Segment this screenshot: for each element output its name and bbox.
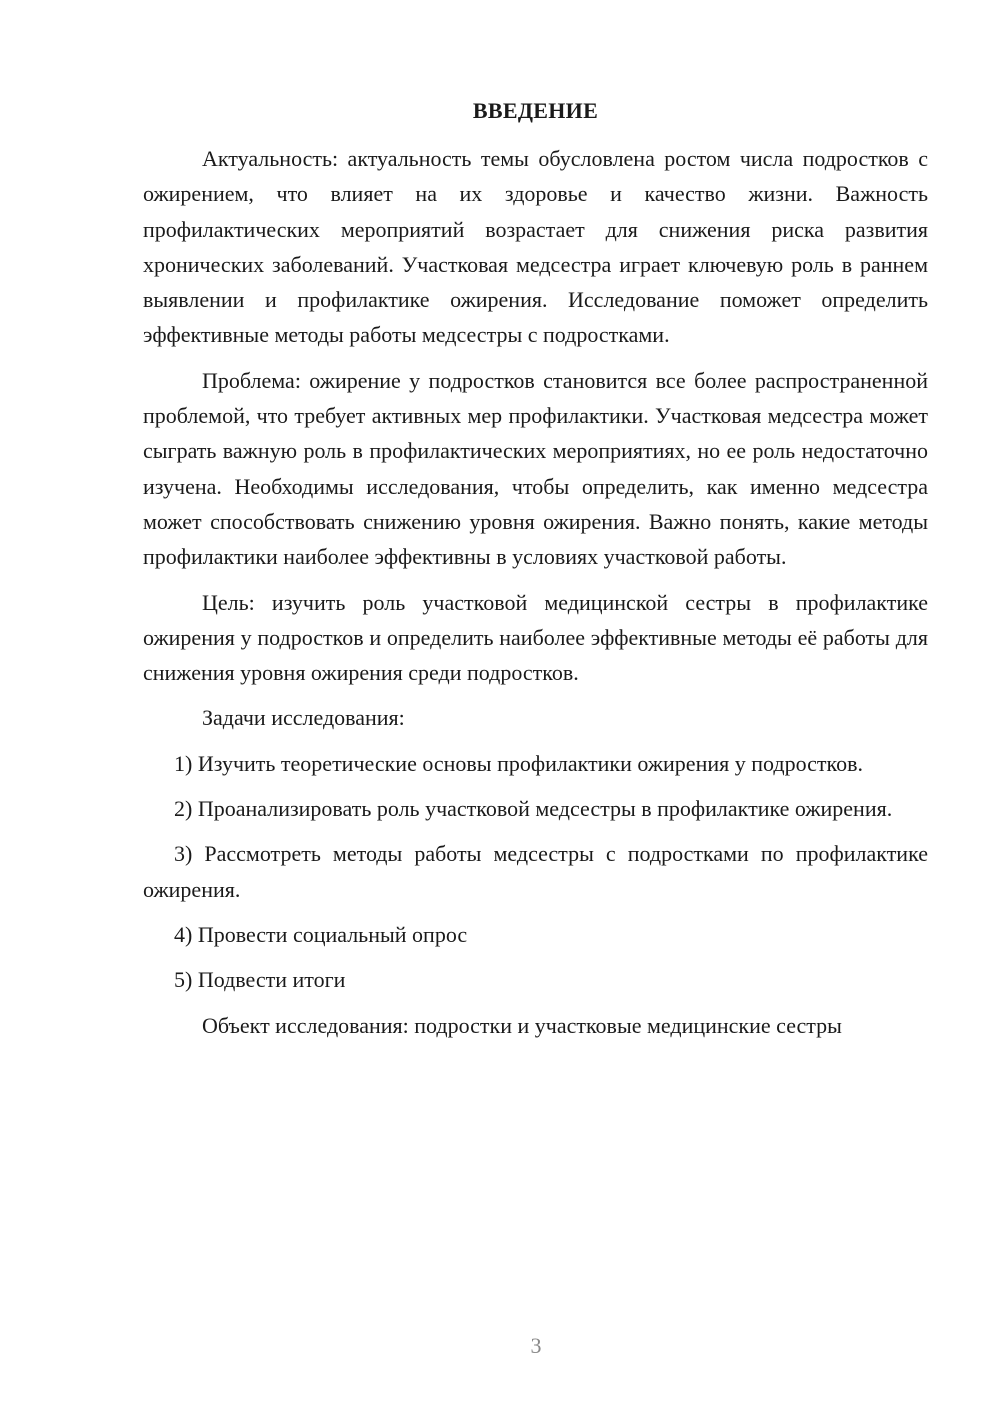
paragraph-goal: Цель: изучить роль участковой медицинской сестры в профилактике ожирения у подростков и определить наиболее эффективные методы её работы для снижения уровня ожирения среди подростков. bbox=[143, 589, 928, 686]
task-item-2: 2) Проанализировать роль участковой медсестры в профилактике ожирения. bbox=[174, 796, 893, 822]
page-number: 3 bbox=[530, 1333, 542, 1358]
paragraph-relevance: Актуальность: актуальность темы обусловлена ростом числа подростков с ожирением, что влияет на их здоровье и качество жизни. Важность профилактических мероприятий возрастает для снижения риска развития хронических заболеваний. Участковая медсестра играет ключевую роль в раннем выявлении и профилактике ожирения. Исследование поможет определить эффективные методы работы медсестры с подростками. bbox=[143, 146, 928, 348]
task-item-3: 3) Рассмотреть методы работы медсестры с подростками по профилактике ожирения. bbox=[143, 841, 928, 902]
task-item-5: 5) Подвести итоги bbox=[174, 967, 346, 993]
page-title: ВВЕДЕНИЕ bbox=[472, 98, 599, 123]
task-item-1: 1) Изучить теоретические основы профилактики ожирения у подростков. bbox=[174, 750, 863, 776]
tasks-heading: Задачи исследования: bbox=[202, 705, 405, 731]
paragraph-problem: Проблема: ожирение у подростков становится все более распространенной проблемой, что требует активных мер профилактики. Участковая медсестра может сыграть важную роль в профилактических мероприятиях, но ее роль недостаточно изучена. Необходимы исследования, чтобы определить, как именно медсестра может способствовать снижению уровня ожирения. Важно понять, какие методы профилактики наиболее эффективны в условиях участковой работы. bbox=[143, 367, 928, 570]
document-body bbox=[143, 93, 928, 1053]
task-item-4: 4) Провести социальный опрос bbox=[174, 921, 468, 947]
paragraph-object: Объект исследования: подростки и участковые медицинские сестры bbox=[202, 1012, 842, 1038]
